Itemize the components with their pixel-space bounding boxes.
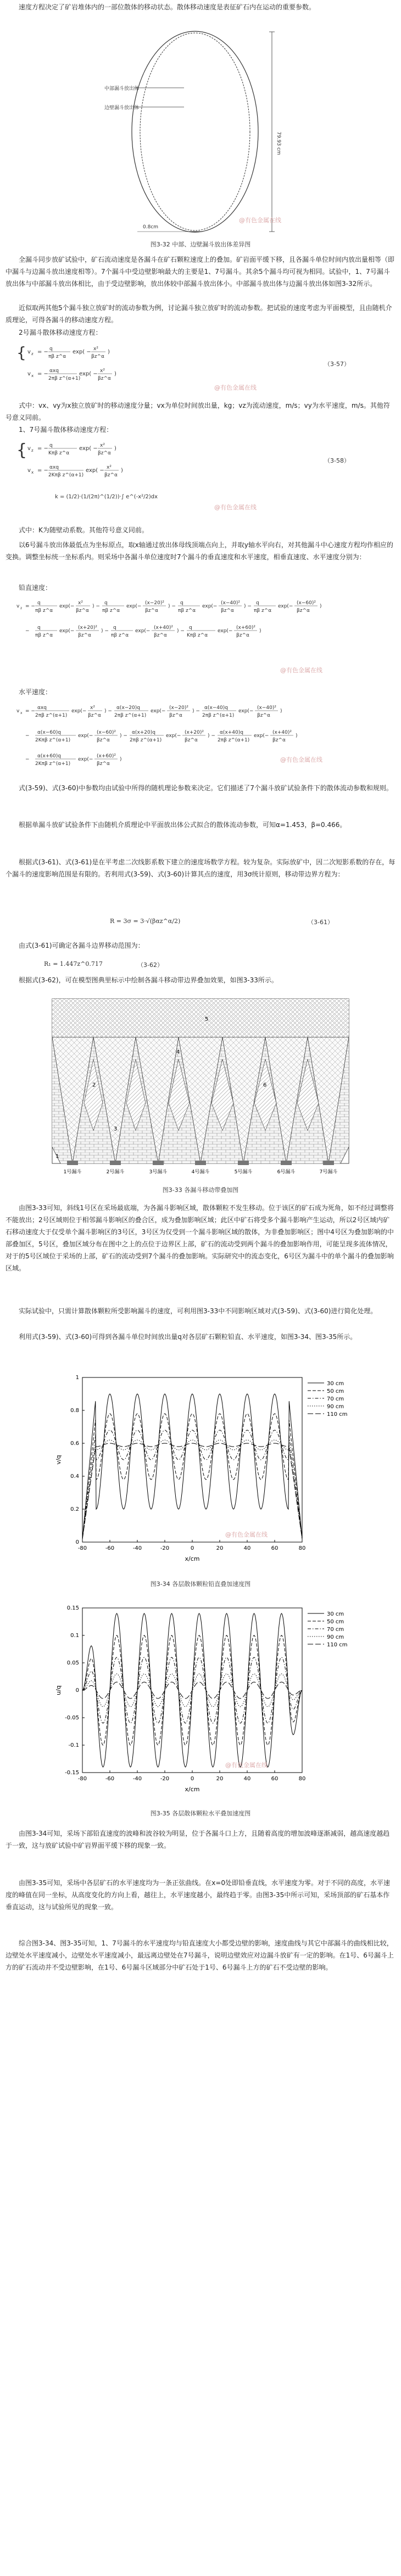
svg-text:βz^α: βz^α <box>104 473 118 478</box>
equation-3-59 <box>16 595 390 683</box>
eq362-number: （3-62） <box>137 961 163 969</box>
label-side-funnel: 边壁漏斗放出体 <box>104 105 140 111</box>
legend-label: 30 cm <box>327 1611 344 1617</box>
svg-text:βz^α: βz^α <box>154 633 167 638</box>
paragraph-7: 式中：K为随壁动系数。其他符号意义同前。 <box>19 526 148 534</box>
y-axis-label: u/q <box>55 1685 62 1695</box>
svg-text:βz^α: βz^α <box>97 761 110 767</box>
x-tick-label: 60 <box>271 1776 279 1782</box>
label-width: 0.8cm <box>143 224 159 230</box>
y-tick-label: -0.05 <box>65 1715 79 1721</box>
x-tick-label: 0 <box>190 1545 194 1551</box>
svg-text:(x+20)²: (x+20)² <box>185 730 204 735</box>
watermark: @有色金属在线 <box>214 504 257 511</box>
x-tick-label: 80 <box>298 1545 306 1551</box>
svg-text:α(x−20)q: α(x−20)q <box>116 705 140 711</box>
svg-text:q: q <box>256 600 259 606</box>
funnel-label-4: 4号漏斗 <box>191 1169 210 1175</box>
svg-text:exp(−: exp(− <box>135 628 151 634</box>
svg-text:2πβ z^(α+1): 2πβ z^(α+1) <box>202 713 235 718</box>
x-tick-label: 40 <box>243 1545 251 1551</box>
svg-text:{: { <box>16 344 26 362</box>
watermark: @有色金属在线 <box>225 1531 268 1538</box>
svg-text:q: q <box>49 346 53 352</box>
svg-text:βz^α: βz^α <box>221 608 234 614</box>
svg-text:α(x−40)q: α(x−40)q <box>204 705 228 711</box>
svg-text:βz^α: βz^α <box>98 451 111 456</box>
y-tick-label: 0.6 <box>70 1441 79 1447</box>
svg-text:βz^α: βz^α <box>169 713 182 718</box>
x-tick-label: 0 <box>190 1776 194 1782</box>
svg-text:Kπβ z^α: Kπβ z^α <box>48 451 70 456</box>
figure-3-32-caption: 图3-32 中部、边壁漏斗放出体差异图 <box>150 241 251 248</box>
x-tick-label: -40 <box>132 1545 142 1551</box>
svg-text:exp( −: exp( − <box>73 349 91 355</box>
svg-text:) −: ) − <box>208 733 215 739</box>
svg-text:) −: ) − <box>244 604 252 609</box>
svg-text:(x+60)²: (x+60)² <box>97 753 116 759</box>
funnel-label-3: 3号漏斗 <box>149 1169 168 1175</box>
paragraph-16: 由图3-33可知，斜线1号区在采场最底端，为各漏斗影响区域，散体颗粒不发生移动。位于该区的矿石成为死角，如不经过调整将不能放出；2号区域则位于相邻漏斗影响区的叠合区，成为叠加影响区域；此区中矿石将受多个漏斗影响产生运动，所以2号区域内矿石移动速度大于仅受单个漏斗影响区的3号区，3号区为仅受到一个漏斗影响区域的散体，为非叠加影响区；图中4号区为叠加影响的中部叠加区，5号区，叠加区域分布在图中之上的点位于边界区上部，矿石的流动受到两个漏斗的叠加影响作用，可能呈现多流体情况，对于的5号区域位于采场的上部，矿石的流动受到7个漏斗的叠加影响。实际研究中的流态变化，6号区为漏斗中的单个漏斗的叠加影响区域。 <box>5 1204 394 1272</box>
svg-text:q: q <box>49 443 53 448</box>
label-middle-funnel: 中部漏斗放出体 <box>104 86 140 92</box>
x-tick-label: 60 <box>271 1545 279 1551</box>
svg-text:2πβ z^(α+1): 2πβ z^(α+1) <box>130 738 162 743</box>
svg-text:α(x+60)q: α(x+60)q <box>37 753 61 759</box>
svg-text:exp(−: exp(− <box>151 708 166 714</box>
equation-3-61: R = 3σ = 3·√(βαz^α/2) <box>110 918 181 925</box>
svg-text:= −: = − <box>37 468 48 474</box>
svg-text:βz^α: βz^α <box>272 738 286 743</box>
svg-text:exp( −: exp( − <box>86 468 104 474</box>
svg-text:−: − <box>25 628 30 634</box>
svg-text:(x+40)²: (x+40)² <box>154 625 173 631</box>
legend-label: 50 cm <box>327 1388 344 1394</box>
paragraph-9: 铅直速度： <box>19 584 52 592</box>
y-tick-label: -0.15 <box>65 1770 79 1776</box>
svg-text:) −: ) − <box>101 628 109 634</box>
label-height: 79.93 cm <box>276 132 281 155</box>
svg-text:v: v <box>27 349 31 355</box>
funnel-label-7: 7号漏斗 <box>319 1169 338 1175</box>
series-line-70cm <box>82 1430 302 1539</box>
svg-text:v: v <box>27 446 31 452</box>
x-tick-label: -80 <box>77 1776 87 1782</box>
svg-text:): ) <box>280 708 282 714</box>
watermark: @有色金属在线 <box>214 384 257 391</box>
y-tick-label: 0.4 <box>70 1473 79 1480</box>
figure-3-34-caption: 图3-34 各层散体颗粒铅直叠加速度图 <box>150 1581 251 1588</box>
paragraph-10: 水平速度： <box>19 688 52 696</box>
svg-text:(x−20)²: (x−20)² <box>169 705 188 711</box>
svg-text:x: x <box>31 374 34 378</box>
legend-label: 70 cm <box>327 1627 344 1633</box>
svg-text:(x−60)²: (x−60)² <box>297 600 316 606</box>
funnel-label-5: 5号漏斗 <box>234 1169 253 1175</box>
svg-text:q: q <box>113 625 116 631</box>
svg-text:= −: = − <box>37 349 48 355</box>
svg-text:exp(−: exp(− <box>126 604 142 609</box>
svg-text:= −: = − <box>25 604 35 609</box>
svg-text:v: v <box>16 708 20 714</box>
zone-label-5: 5 <box>205 1016 209 1022</box>
svg-text:(x+20)²: (x+20)² <box>78 625 97 631</box>
y-axis-label: v/q <box>55 1455 62 1465</box>
paragraph-13: 根据式(3-61)、式(3-61)是在平考虑二次线影系数下建立的速度场数学方程。较为复杂。实际放矿中，因二次短影系数的存在，每个漏斗的速度影响范围是有限的。若利用式(3-59)、式(3-60)计算其点的速度，用3σ统计原则，移动带边界方程为： <box>5 858 396 878</box>
y-tick-label: 0.15 <box>66 1605 79 1611</box>
zone-label-6: 6 <box>263 1082 267 1088</box>
svg-text:πβ z^α: πβ z^α <box>102 608 120 614</box>
eq361-number: （3-61） <box>308 919 333 926</box>
paragraph-6: 1、7号漏斗散体移动速度方程： <box>19 426 113 434</box>
equation-3-62: R₁ = 1.447z^0.717 <box>44 960 103 968</box>
svg-text:x: x <box>31 470 34 475</box>
svg-text:exp(−: exp(− <box>59 628 75 634</box>
legend-label: 110 cm <box>327 1642 348 1648</box>
svg-text:αxq: αxq <box>49 368 59 374</box>
figure-3-34-chart <box>44 1366 363 1575</box>
svg-text:βz^α: βz^α <box>76 608 89 614</box>
figure-3-33-caption: 图3-33 各漏斗移动带叠加图 <box>162 1186 239 1194</box>
legend-label: 90 cm <box>327 1404 344 1410</box>
watermark: @有色金属在线 <box>280 756 322 763</box>
svg-text:exp(−: exp(− <box>218 628 233 634</box>
svg-text:): ) <box>296 733 298 739</box>
x-tick-label: -20 <box>160 1776 170 1782</box>
zone-label-4: 4 <box>176 1049 180 1055</box>
figure-3-32 <box>82 27 319 236</box>
svg-text:βz^α: βz^α <box>88 713 101 718</box>
svg-text:= −: = − <box>37 446 48 452</box>
y-tick-label: 0.1 <box>70 1633 79 1639</box>
figure-3-35-caption: 图3-35 各层散体颗粒水平叠加速度图 <box>150 1810 251 1817</box>
funnel-label-6: 6号漏斗 <box>277 1169 296 1175</box>
y-tick-label: 0 <box>75 1688 79 1694</box>
svg-text:2πβ z^(α+1): 2πβ z^(α+1) <box>218 738 250 743</box>
svg-text:exp(−: exp(− <box>166 733 181 739</box>
svg-text:): ) <box>120 757 122 762</box>
svg-text:βz^α: βz^α <box>78 633 91 638</box>
x-tick-label: 80 <box>298 1776 306 1782</box>
svg-text:q: q <box>104 600 108 606</box>
svg-text:) −: ) − <box>104 708 112 714</box>
svg-text:exp(−: exp(− <box>202 604 218 609</box>
svg-text:βz^α: βz^α <box>257 713 270 718</box>
paragraph-18: 利用式(3-59)、式(3-60)可得到各漏斗单位时间放出量q对各层矿石颗粒铅直、水平速度，如图3-34、图3-35所示。 <box>19 1333 357 1341</box>
k-definition: k = (1/2)·(1/(2π)^(1/2))·∫ e^(-x²/2)dx <box>55 494 158 500</box>
x-tick-label: 20 <box>216 1545 224 1551</box>
svg-text:2Kπβ z^(α+1): 2Kπβ z^(α+1) <box>35 761 71 767</box>
plot-frame <box>82 1377 302 1542</box>
svg-text:2Kπβ z^(α+1): 2Kπβ z^(α+1) <box>48 473 84 478</box>
svg-text:βz^α: βz^α <box>91 354 104 359</box>
figure-3-35-chart <box>44 1597 363 1806</box>
series-line-90cm <box>82 1440 302 1539</box>
legend-label: 50 cm <box>327 1619 344 1625</box>
svg-text:z: z <box>31 352 34 356</box>
x-axis-label: x/cm <box>185 1555 200 1562</box>
paragraph-4: 2号漏斗散体移动速度方程： <box>19 329 102 336</box>
svg-text:): ) <box>259 628 261 634</box>
paragraph-3: 近似取两其他5个漏斗独立放矿时的流动参数为例，讨论漏斗独立放矿时的流动参数。把试验的速度考虑为平面模型，且由随机介质理论，可得各漏斗的移动速度方程。 <box>5 304 392 324</box>
x-tick-label: -60 <box>105 1545 115 1551</box>
x-tick-label: -80 <box>77 1545 87 1551</box>
svg-text:q: q <box>37 625 41 631</box>
svg-text:(x−20)²: (x−20)² <box>145 600 164 606</box>
zone-label-3: 3 <box>114 1126 118 1132</box>
y-tick-label: 0.05 <box>66 1660 79 1666</box>
svg-text:βz^α: βz^α <box>145 608 158 614</box>
svg-text:exp(−: exp(− <box>238 708 254 714</box>
svg-text:q: q <box>180 600 183 606</box>
svg-text:v: v <box>27 371 31 377</box>
paragraph-8: 以6号漏斗放出体最低点为坐标原点，取x轴通过放出体母线顶端点向上，并取y轴水平向右，对其他漏斗中心速度方程均作相应的变换。调整坐标统一坐标系内。则采场中各漏斗单位速度时7个漏斗的垂直速度和水平速度，相垂直速度、水平速度分别为： <box>5 541 393 561</box>
legend-label: 110 cm <box>327 1411 348 1418</box>
zone-label-2: 2 <box>92 1082 96 1088</box>
svg-text:2Kπβ z^(α+1): 2Kπβ z^(α+1) <box>35 738 71 743</box>
y-tick-label: 0.8 <box>70 1408 79 1414</box>
paragraph-17: 实际试验中，只需计算散体颗粒所受影响漏斗的速度，可利用图3-33中不同影响区域对式(3-59)、式(3-60)进行简化处理。 <box>19 1307 377 1315</box>
funnel-label-1: 1号漏斗 <box>63 1169 82 1175</box>
svg-text:(x+60)²: (x+60)² <box>236 625 255 631</box>
series-line-30cm <box>82 1394 302 1539</box>
funnel-label-2: 2号漏斗 <box>106 1169 125 1175</box>
equation-3-57 <box>16 341 390 396</box>
svg-text:) −: ) − <box>177 628 185 634</box>
svg-text:πβ z^α: πβ z^α <box>254 608 272 614</box>
svg-text:2πβ z^(α+1): 2πβ z^(α+1) <box>114 713 147 718</box>
svg-text:exp(−: exp(− <box>71 708 87 714</box>
paragraph-19: 由图3-34可知，采场下部铅直速度的波峰和波谷较为明显，位于各漏斗口上方，且随着高度的增加波峰逐渐减弱，越高速度越趋于一致，这与放矿试验中矿岩界面平缓下移的现象一致。 <box>5 1830 390 1849</box>
svg-text:exp( −: exp( − <box>79 371 98 377</box>
paragraph-2: 全漏斗同步放矿试验中，矿石流动速度是各漏斗在矿石颗粒速度上的叠加。矿岩面平缓下移，且各漏斗单位时间内放出量相等（即中漏斗与边漏斗放出速度相等）。7个漏斗中受边壁影响最大的主要是1、7号漏斗。其余5个漏斗均可视为相同。试验中，1、7号漏斗放出体与中部漏斗放出体相比，由于受边壁影响，放出体较中部漏斗放出体小。中部漏斗放出体与边漏斗放出体如图3-32所示。 <box>5 256 395 288</box>
svg-text:): ) <box>114 371 116 377</box>
svg-text:πβ z^α: πβ z^α <box>35 608 53 614</box>
paragraph-5: 式中：vx、vy为x独立放矿时的移动速度分量；vx为单位时间放出量，kg；vz为流动速度，m/s；vy为水平速度，m/s。其他符号意义同前。 <box>5 402 390 421</box>
svg-text:αxq: αxq <box>37 705 47 711</box>
middle-funnel-outline <box>132 31 258 232</box>
svg-text:(x−40)²: (x−40)² <box>257 705 276 711</box>
y-tick-label: 0 <box>75 1539 79 1545</box>
svg-text:) −: ) − <box>168 604 176 609</box>
svg-text:): ) <box>108 349 110 355</box>
svg-text:βz^α: βz^α <box>236 633 249 638</box>
svg-text:−: − <box>25 733 30 739</box>
svg-text:α(x−60)q: α(x−60)q <box>37 730 61 735</box>
y-tick-label: 0.2 <box>70 1506 79 1512</box>
paragraph-intro: 速度方程决定了矿岩堆体内的一部位散体的移动状态。散体移动速度是表征矿石内在运动的重要参数。 <box>19 3 316 11</box>
svg-text:exp( −: exp( − <box>79 446 98 452</box>
svg-text:πβ z^α: πβ z^α <box>178 608 196 614</box>
svg-text:(x+40)²: (x+40)² <box>272 730 292 735</box>
svg-text:z: z <box>31 448 34 453</box>
svg-text:) −: ) − <box>192 708 200 714</box>
paragraph-15: 根据式(3-62)，可在模型图典里标示中绘制各漏斗移动带边界叠加效果，如图3-33所示。 <box>19 976 278 984</box>
svg-text:exp(−: exp(− <box>78 733 93 739</box>
figure-3-33 <box>41 993 360 1180</box>
series-line-110cm <box>82 1682 302 1698</box>
svg-text:α(x+40)q: α(x+40)q <box>220 730 243 735</box>
svg-text:= −: = − <box>37 371 48 377</box>
series-line-110cm <box>82 1443 302 1539</box>
svg-text:v: v <box>27 468 31 474</box>
equation-3-58 <box>16 438 390 520</box>
svg-text:βz^α: βz^α <box>297 608 310 614</box>
watermark: @有色金属在线 <box>280 667 322 674</box>
svg-text:exp(−: exp(− <box>78 757 93 762</box>
eq358-number: （3-58） <box>324 457 350 464</box>
y-tick-label: 1 <box>75 1375 79 1381</box>
paragraph-12: 根据单漏斗放矿试验条件下由随机介质理论中平面放出体公式拟合的散体流动参数，可知α=1.453，β=0.466。 <box>19 821 347 829</box>
side-funnel-outline <box>140 33 250 230</box>
x-tick-label: -60 <box>105 1776 115 1782</box>
svg-text:x: x <box>20 711 23 715</box>
svg-text:exp(−: exp(− <box>278 604 293 609</box>
x-axis-label: x/cm <box>185 1786 200 1793</box>
svg-text:(x−40)²: (x−40)² <box>221 600 240 606</box>
x-tick-label: -20 <box>160 1545 170 1551</box>
x-tick-label: -40 <box>132 1776 142 1782</box>
svg-text:βz^α: βz^α <box>98 376 111 381</box>
zone-label-1: 1 <box>55 1154 59 1160</box>
svg-text:βz^α: βz^α <box>185 738 198 743</box>
svg-text:= −: = − <box>25 708 35 714</box>
equation-3-60 <box>16 700 390 777</box>
svg-text:x²: x² <box>93 346 98 352</box>
svg-text:βz^α: βz^α <box>97 738 110 743</box>
watermark: @有色金属在线 <box>225 1762 268 1769</box>
svg-text:): ) <box>121 468 123 474</box>
legend-label: 30 cm <box>327 1381 344 1387</box>
svg-text:exp(−: exp(− <box>59 604 75 609</box>
svg-text:) −: ) − <box>92 604 100 609</box>
legend-label: 90 cm <box>327 1634 344 1640</box>
svg-text:) −: ) − <box>120 733 127 739</box>
svg-text:q: q <box>37 600 41 606</box>
x-tick-label: 20 <box>216 1776 224 1782</box>
svg-text:x²: x² <box>100 443 105 448</box>
svg-text:{: { <box>16 441 27 460</box>
legend-label: 70 cm <box>327 1396 344 1402</box>
svg-text:v: v <box>16 604 20 609</box>
y-tick-label: -0.1 <box>68 1742 79 1748</box>
svg-text:Kπβ z^α: Kπβ z^α <box>187 633 208 638</box>
svg-text:z: z <box>20 606 23 610</box>
svg-text:x²: x² <box>100 368 105 374</box>
paragraph-21: 综合图3-34、图3-35可知，1、7号漏斗的水平速度均与铅直速度大小都受边壁的影响，速度曲线与其它中部漏斗的曲线相比较，边壁处水平速度减小，边壁处水平速度减小，最远离边壁处在7号漏斗，说明边壁效应对边漏斗放矿有一定的影响。在1号、6号漏斗上方的矿石流动并不受边壁影响，在1号、6号漏斗区域部分中矿石处于1号、6号漏斗上方的矿石不受边壁的影响。 <box>5 1939 394 1971</box>
svg-text:exp(−: exp(− <box>254 733 269 739</box>
svg-text:πβ z^α: πβ z^α <box>35 633 53 638</box>
svg-text:πβ z^α: πβ z^α <box>111 633 129 638</box>
svg-text:x²: x² <box>78 600 83 606</box>
paragraph-14: 由式(3-61)可确定各漏斗边界移动范围为： <box>19 942 144 949</box>
svg-text:α(x+20)q: α(x+20)q <box>132 730 155 735</box>
paragraph-20: 由图3-35可知，采场中各层矿石的水平速度均为一条正弦曲线。在x=0处即铅垂直线，水平速度为零。对于不同的高度，水平速度的峰值在同一坐标，从高度变化的方向上看，越往上，水平速度越小，最终趋于零。由图3-35中所示可知，采场顶部的矿石基本作垂直运动，这与试验所见的现象一致。 <box>5 1879 391 1911</box>
svg-text:x²: x² <box>90 705 95 711</box>
svg-text:x²: x² <box>107 465 112 470</box>
paragraph-11: 式(3-59)、式(3-60)中参数均由试验中所得的随机理论参数来决定。它们描述了7个漏斗放矿试验条件下的散体流动参数和规则。 <box>19 784 393 792</box>
svg-text:2πβ z^(α+1): 2πβ z^(α+1) <box>35 713 68 718</box>
svg-text:): ) <box>320 604 322 609</box>
svg-text:): ) <box>114 446 116 452</box>
watermark: @有色金属在线 <box>239 217 281 224</box>
eq357-number: （3-57） <box>324 361 350 368</box>
svg-text:(x−60)²: (x−60)² <box>97 730 116 735</box>
svg-text:2πβ z^(α+1): 2πβ z^(α+1) <box>48 376 81 381</box>
svg-text:πβ z^α: πβ z^α <box>48 354 66 359</box>
svg-text:q: q <box>189 625 192 631</box>
svg-text:αxq: αxq <box>49 465 59 470</box>
x-tick-label: 40 <box>243 1776 251 1782</box>
svg-text:−: − <box>25 757 30 762</box>
